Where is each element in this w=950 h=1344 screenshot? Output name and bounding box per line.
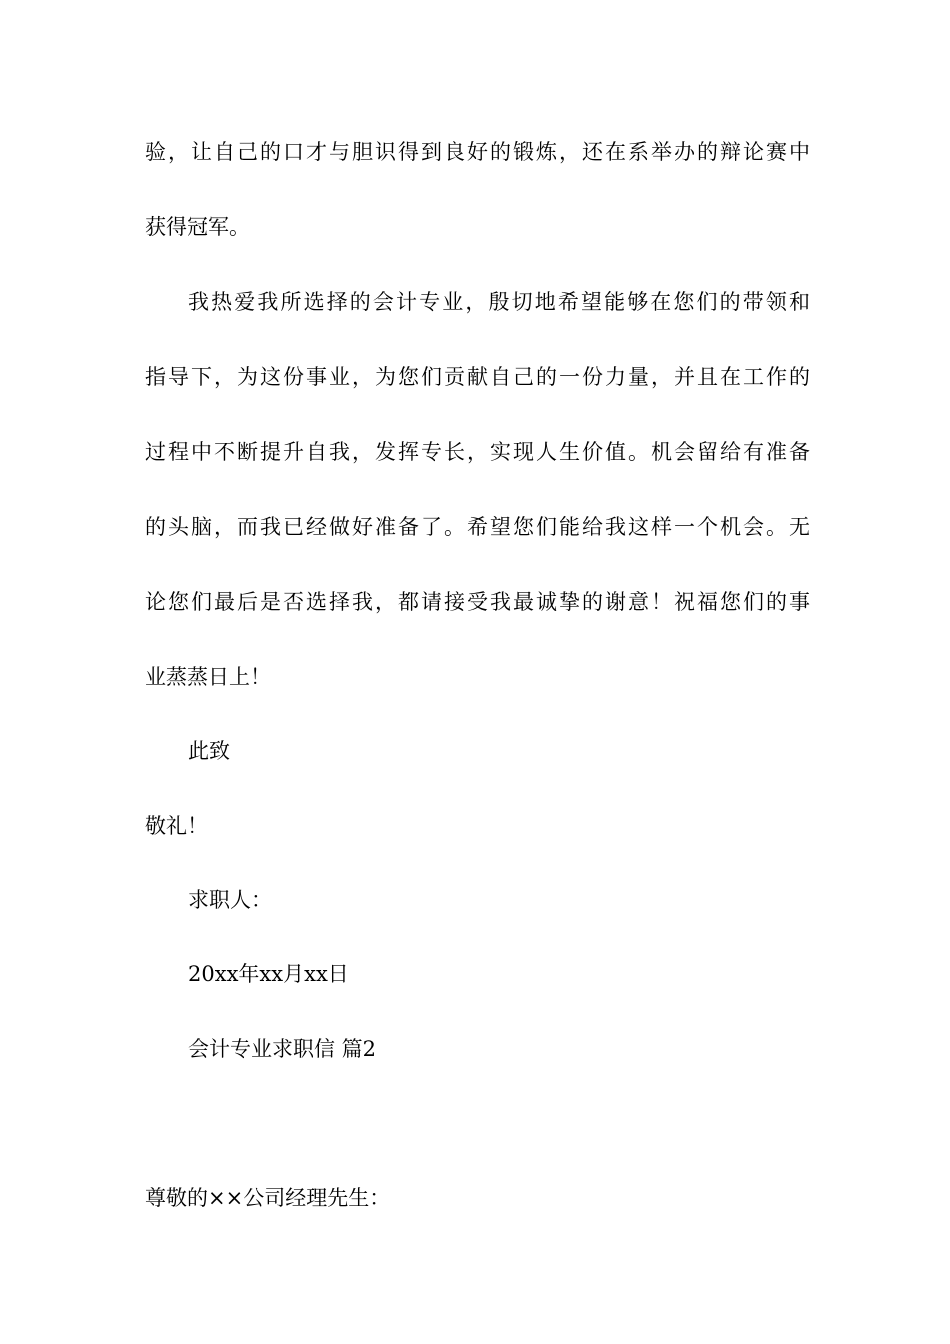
body-line-8: 业蒸蒸日上！ xyxy=(145,665,271,689)
closing-regards: 敬礼！ xyxy=(145,814,208,838)
body-line-2: 获得冠军。 xyxy=(145,215,250,239)
body-line-4: 指导下，为这份事业，为您们贡献自己的一份力量，并且在工作的 xyxy=(145,365,810,389)
body-line-3: 我热爱我所选择的会计专业，殷切地希望能够在您们的带领和 xyxy=(188,290,810,314)
section-heading: 会计专业求职信 篇2 xyxy=(188,1037,377,1061)
body-line-6: 的头脑，而我已经做好准备了。希望您们能给我这样一个机会。无 xyxy=(145,515,810,539)
body-line-7: 论您们最后是否选择我，都请接受我最诚挚的谢意！祝福您们的事 xyxy=(145,590,810,614)
signature-label: 求职人： xyxy=(188,888,272,912)
body-line-5: 过程中不断提升自我，发挥专长，实现人生价值。机会留给有准备 xyxy=(145,440,810,464)
body-line-1: 验，让自己的口才与胆识得到良好的锻炼，还在系举办的辩论赛中 xyxy=(145,140,810,164)
greeting-line: 尊敬的××公司经理先生： xyxy=(145,1186,391,1210)
date-line: 20xx年xx月xx日 xyxy=(188,962,349,986)
closing-salutation: 此致 xyxy=(188,739,230,763)
